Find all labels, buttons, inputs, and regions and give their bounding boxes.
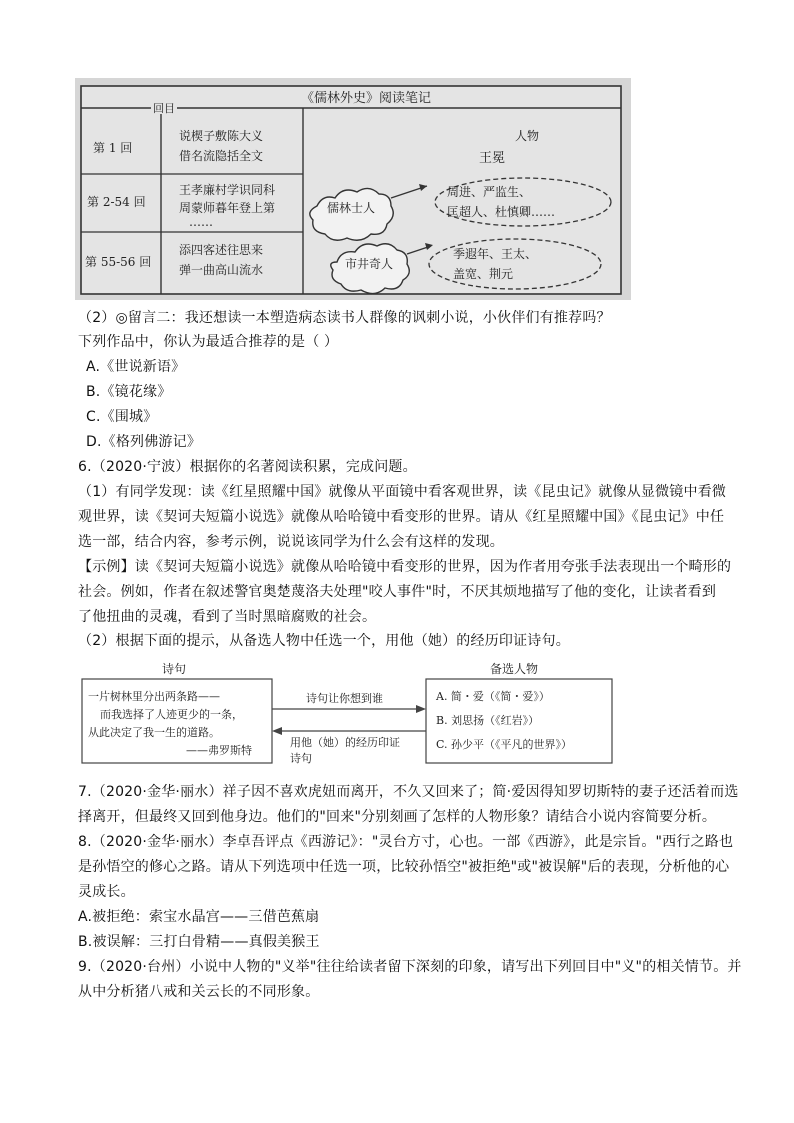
example-text: 【示例】读《契诃夫短篇小说选》就像从哈哈镜中看变形的世界，因为作者用夸张手法表现出一个畸形的 <box>78 559 732 575</box>
people-group-line: 盖宽、荆元 <box>453 267 514 281</box>
chapter-title-line: 说楔子敷陈大义 <box>179 129 264 143</box>
candidates-label: 备选人物 <box>490 662 539 676</box>
chapter-title-line: 弹一曲高山流水 <box>179 263 264 277</box>
question-text: 选一部，结合内容，参考示例，说说该同学为什么会有这样的发现。 <box>78 534 504 550</box>
chapter-title-ellipsis: …… <box>189 215 213 229</box>
question-text: 9.（2020·台州）小说中人物的"义举"往往给读者留下深刻的印象，请写出下列回目中"义"的相关情节。并 <box>78 959 742 975</box>
cloud-label: 市井奇人 <box>345 257 394 271</box>
poem-author: ——弗罗斯特 <box>186 744 252 757</box>
poem-character-diagram <box>78 657 618 769</box>
people-group-line: 周进、严监生、 <box>447 185 532 199</box>
option-a: A.《世说新语》 <box>86 359 186 375</box>
question-text: 灵成长。 <box>78 884 135 900</box>
option-b: B.《镜花缘》 <box>86 384 172 400</box>
candidate-item: B. 刘思扬（《红岩》） <box>436 714 540 727</box>
option-c: C.《围城》 <box>86 409 158 425</box>
question-text: （1）有同学发现：读《红星照耀中国》就像从平面镜中看客观世界，读《昆虫记》就像从显微镜中看微 <box>78 484 727 500</box>
question-text: 下列作品中，你认为最适合推荐的是（ ） <box>78 334 339 350</box>
poem-line: 一片树林里分出两条路—— <box>88 690 220 703</box>
chapter-label: 第 1 回 <box>93 141 133 155</box>
question-text: 从中分析猪八戒和关云长的不同形象。 <box>78 984 320 1000</box>
chapter-title-line: 周蒙师暮年登上第 <box>179 201 276 215</box>
person-name: 王冕 <box>479 151 506 166</box>
question-text: （2）◎留言二：我还想读一本塑造病态读书人群像的讽刺小说，小伙伴们有推荐吗？ <box>78 310 611 326</box>
example-text: 了他扭曲的灵魂，看到了当时黑暗腐败的社会。 <box>78 609 377 625</box>
question-text: （2）根据下面的提示，从备选人物中任选一个，用他（她）的经历印证诗句。 <box>78 633 570 649</box>
chapter-title-line: 王孝廉村学识同科 <box>179 183 276 197</box>
arrow-label: 用他（她）的经历印证 <box>290 736 400 749</box>
question-text: 择离开，但最终又回到他身边。他们的"回来"分别刻画了怎样的人物形象？请结合小说内容简要分析。 <box>78 809 717 825</box>
chapter-title-line: 添四客述往思来 <box>179 243 264 257</box>
arrow-label: 诗句让你想到谁 <box>306 692 383 705</box>
reading-note-figure <box>75 78 631 300</box>
example-text: 社会。例如，作者在叙述警官奥楚蔑洛夫处理"咬人事件"时，不厌其烦地描写了他的变化，让读者看到 <box>78 584 717 600</box>
chapter-label: 第 2-54 回 <box>87 195 146 209</box>
poem-label: 诗句 <box>162 662 187 676</box>
option-a: A.被拒绝：索宝水晶宫——三借芭蕉扇 <box>78 909 320 925</box>
arrow-label: 诗句 <box>290 752 312 765</box>
option-d: D.《格列佛游记》 <box>86 434 202 450</box>
people-column-header: 人物 <box>515 129 540 143</box>
question-text: 7.（2020·金华·丽水）祥子因不喜欢虎妞而离开，不久又回来了；简·爱因得知罗切斯特的妻子还活着而选 <box>78 784 739 800</box>
cloud-label: 儒林士人 <box>327 201 376 215</box>
candidate-item: C. 孙少平（《平凡的世界》） <box>436 738 573 751</box>
people-group-line: 季遐年、王太、 <box>453 247 538 261</box>
reading-note-title: 《儒林外史》阅读笔记 <box>301 91 432 106</box>
poem-line: 从此决定了我一生的道路。 <box>88 726 220 739</box>
chapter-label: 第 55-56 回 <box>85 255 152 269</box>
question-text: 8.（2020·金华·丽水）李卓吾评点《西游记》："灵台方寸，心也。一部《西游》，此是宗旨。"西行之路也 <box>78 834 734 850</box>
chapter-column-header: 回目 <box>153 102 175 115</box>
question-text: 是孙悟空的修心之路。请从下列选项中任选一项，比较孙悟空"被拒绝"或"被误解"后的表现，分析他的心 <box>78 859 730 875</box>
candidate-item: A. 简・爱（《简・爱》） <box>436 690 550 703</box>
option-b: B.被误解：三打白骨精——真假美猴王 <box>78 934 320 950</box>
poem-line: 而我选择了人迹更少的一条， <box>100 708 243 721</box>
question-text: 观世界，读《契诃夫短篇小说选》就像从哈哈镜中看变形的世界。请从《红星照耀中国》《昆虫记》中任 <box>78 509 725 525</box>
chapter-title-line: 借名流隐括全文 <box>179 149 264 163</box>
people-group-line: 匡超人、杜慎卿…… <box>447 205 556 219</box>
question-heading: 6.（2020·宁波）根据你的名著阅读积累，完成问题。 <box>78 459 417 475</box>
